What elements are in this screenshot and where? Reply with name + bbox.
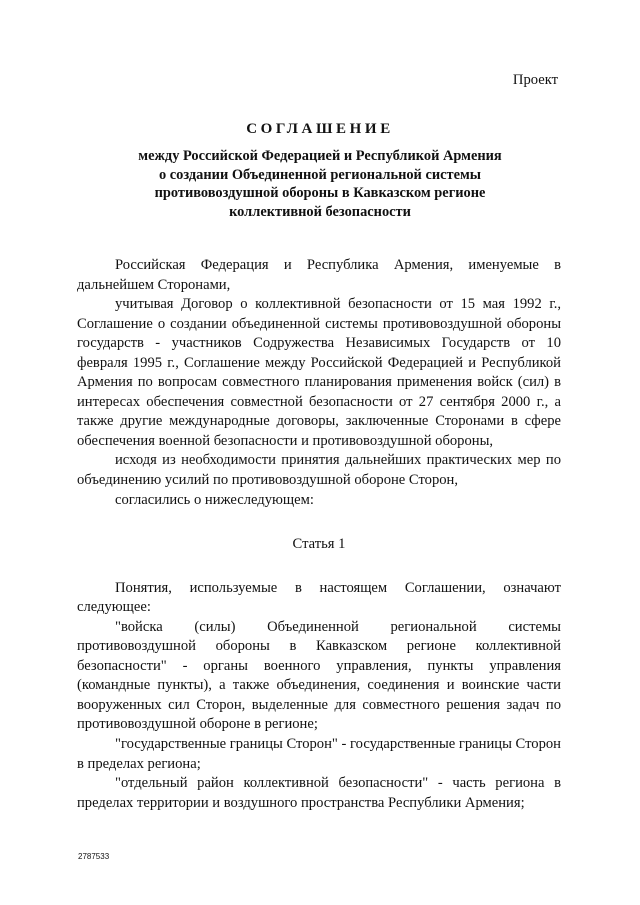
article-paragraph: "отдельный район коллективной безопасности" - часть региона в пределах территории и воздушного пространства Республики Армения;	[77, 775, 561, 811]
document-id: 2787533	[78, 852, 110, 861]
preamble-paragraph: исходя из необходимости принятия дальнейших практических мер по объединению усилий по противовоздушной обороне Сторон,	[77, 452, 561, 489]
subtitle-line: о создании Объединенной региональной системы	[158, 166, 482, 183]
preamble-paragraph: Российская Федерация и Республика Армения, именуемые в дальнейшем Сторонами,	[77, 257, 561, 293]
article-heading: Статья 1	[292, 536, 346, 553]
document-body	[77, 256, 561, 813]
preamble-paragraph: учитывая Договор о коллективной безопасности от 15 мая 1992 г., Соглашение о создании объединенной системы противовоздушной обороны государств - участников Содружества Независимых Государств от 10 февраля 1995 г., Соглашение между Российской Федерацией и Республикой Армения по вопросам совместного планирования применения войск (сил) в интересах обеспечения совместной безопасности от 27 сентября 2000 г., а также другие международные договоры, заключенные Сторонами в сфере обеспечения военной безопасности и противовоздушной обороны,	[77, 296, 561, 449]
preamble-paragraph: согласились о нижеследующем:	[115, 491, 314, 508]
article-paragraph: "государственные границы Сторон" - государственные границы Сторон в пределах региона;	[77, 736, 561, 772]
article-paragraph: Понятия, используемые в настоящем Соглашении, означают следующее:	[77, 579, 561, 616]
subtitle-line: коллективной безопасности	[229, 203, 411, 220]
document-subtitle	[100, 147, 540, 221]
article-paragraph: "войска (силы) Объединенной региональной системы противовоздушной обороны в Кавказском регионе коллективной безопасности" - органы военного управления, пункты управления (командные пункты), а также объединения, соединения и воинские части вооруженных сил Сторон, выделенные для совместного решения задач по противовоздушной обороне в регионе;	[77, 618, 561, 733]
draft-stamp: Проект	[512, 72, 558, 88]
document-title: СОГЛАШЕНИЕ	[246, 121, 394, 137]
subtitle-line: между Российской Федерацией и Республикой Армения	[138, 148, 502, 164]
subtitle-line: противовоздушной обороны в Кавказском регионе	[154, 185, 486, 201]
